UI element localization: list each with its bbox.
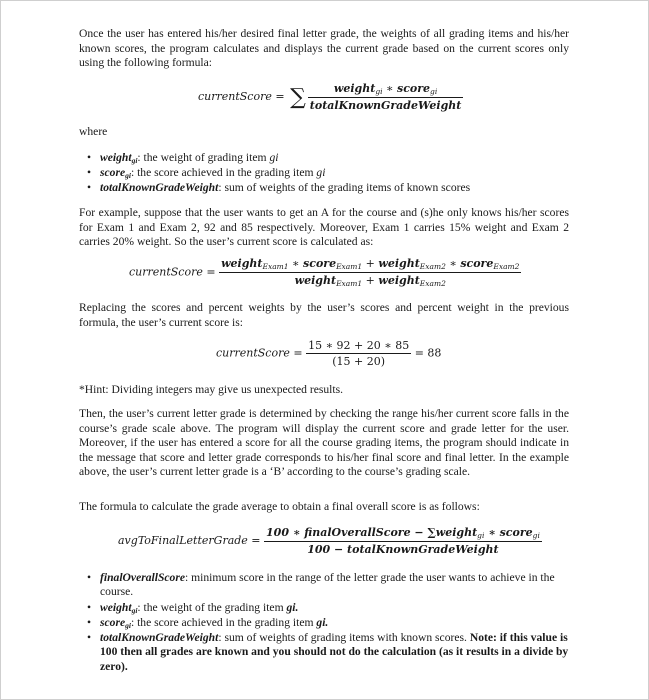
- list-item: • weight$_{gi}$: the weight of the grading item gi.: [87, 601, 299, 615]
- fraction: $\frac{weight_{Exam1} ∗ score_{Exam1} + weight_{Exam2} ∗ score_{Exam2}}{weight_{Exam1} + weight_{Exam2}}$: [221, 257, 520, 288]
- where-label: where: [79, 125, 108, 138]
- list-item: • totalKnownGradeWeight: sum of weights of grading items with known scores. Note: if this value is 100 then all grades are known and you should not do the calculation (as it results in a divide by zero).: [87, 631, 569, 673]
- list-item: • weight$_{gi}$: the weight of grading item gi: [87, 151, 279, 165]
- intro-paragraph: Once the user has entered his/her desired final letter grade, the weights of all grading items and his/her known scores, the program calculates and displays the current grade based on the current scores only using the following formula:: [79, 27, 569, 70]
- sigma-symbol: ∑: [290, 84, 306, 110]
- avg-intro: The formula to calculate the grade average to obtain a final overall score is as follows:: [79, 500, 480, 513]
- formula-exam-example: currentScore = $\frac{weight_{Exam1} ∗ score_{Exam1} + weight_{Exam2} ∗ score_{Exam2}}{weight_{Exam1} + weight_{Exam2}}$: [129, 257, 520, 288]
- list-item: • score$_{gi}$: the score achieved in the grading item gi: [87, 166, 326, 180]
- list-item: • score$_{gi}$: the score achieved in the grading item gi.: [87, 616, 329, 630]
- formula-lhs: currentScore =: [198, 90, 285, 103]
- hint-text: *Hint: Dividing integers may give us unexpected results.: [79, 383, 344, 396]
- fraction: $\frac{weight_{gi} ∗ score_{gi}}{\text{totalKnownGradeWeight}}$: [309, 82, 462, 112]
- fraction: $\frac{15 ∗ 92 + 20 ∗ 85}{(15 + 20)}$: [308, 339, 410, 368]
- formula-avg-final: avgToFinalLetterGrade = $\frac{100 ∗ finalOverallScore - \sum weight_{gi} ∗ score_{gi}}{\text{100 − totalKnownGradeWeight}}$: [118, 526, 540, 556]
- list-item: • totalKnownGradeWeight: sum of weights of the grading items of known scores: [87, 181, 471, 194]
- then-paragraph: Then, the user’s current letter grade is determined by checking the range his/her current score falls in the course’s grade scale above. The program will display the current score and grade letter for the user. Moreover, if the user has entered a score for all the course grading items, the program should indicate in the message that score and letter grade corresponds to his/her final score and final letter. In the example above, the user’s current letter grade is a ‘B’ according to the course’s grading scale.: [79, 407, 569, 479]
- fraction: $\frac{100 ∗ finalOverallScore - \sum weight_{gi} ∗ score_{gi}}{\text{100 − totalKnownGradeWeight}}$: [266, 526, 540, 556]
- list-item: • finalOverallScore: minimum score in the range of the letter grade the user wants to achieve in the course.: [87, 571, 555, 599]
- formula-current-score: [198, 82, 463, 112]
- replacing-paragraph: Replacing the scores and percent weights by the user’s scores and percent weight in the previous formula, the user’s current score is:: [79, 301, 569, 329]
- example-paragraph: For example, suppose that the user wants to get an A for the course and (s)he only knows his/her scores for Exam 1 and Exam 2, 92 and 85 respectively. Moreover, Exam 1 carries 15% weight and Exam 2 carries 20% weight. So the user’s current score is calculated as:: [79, 206, 569, 249]
- formula-numeric: currentScore = $\frac{15 ∗ 92 + 20 ∗ 85}{(15 + 20)}$ = 88: [216, 339, 442, 368]
